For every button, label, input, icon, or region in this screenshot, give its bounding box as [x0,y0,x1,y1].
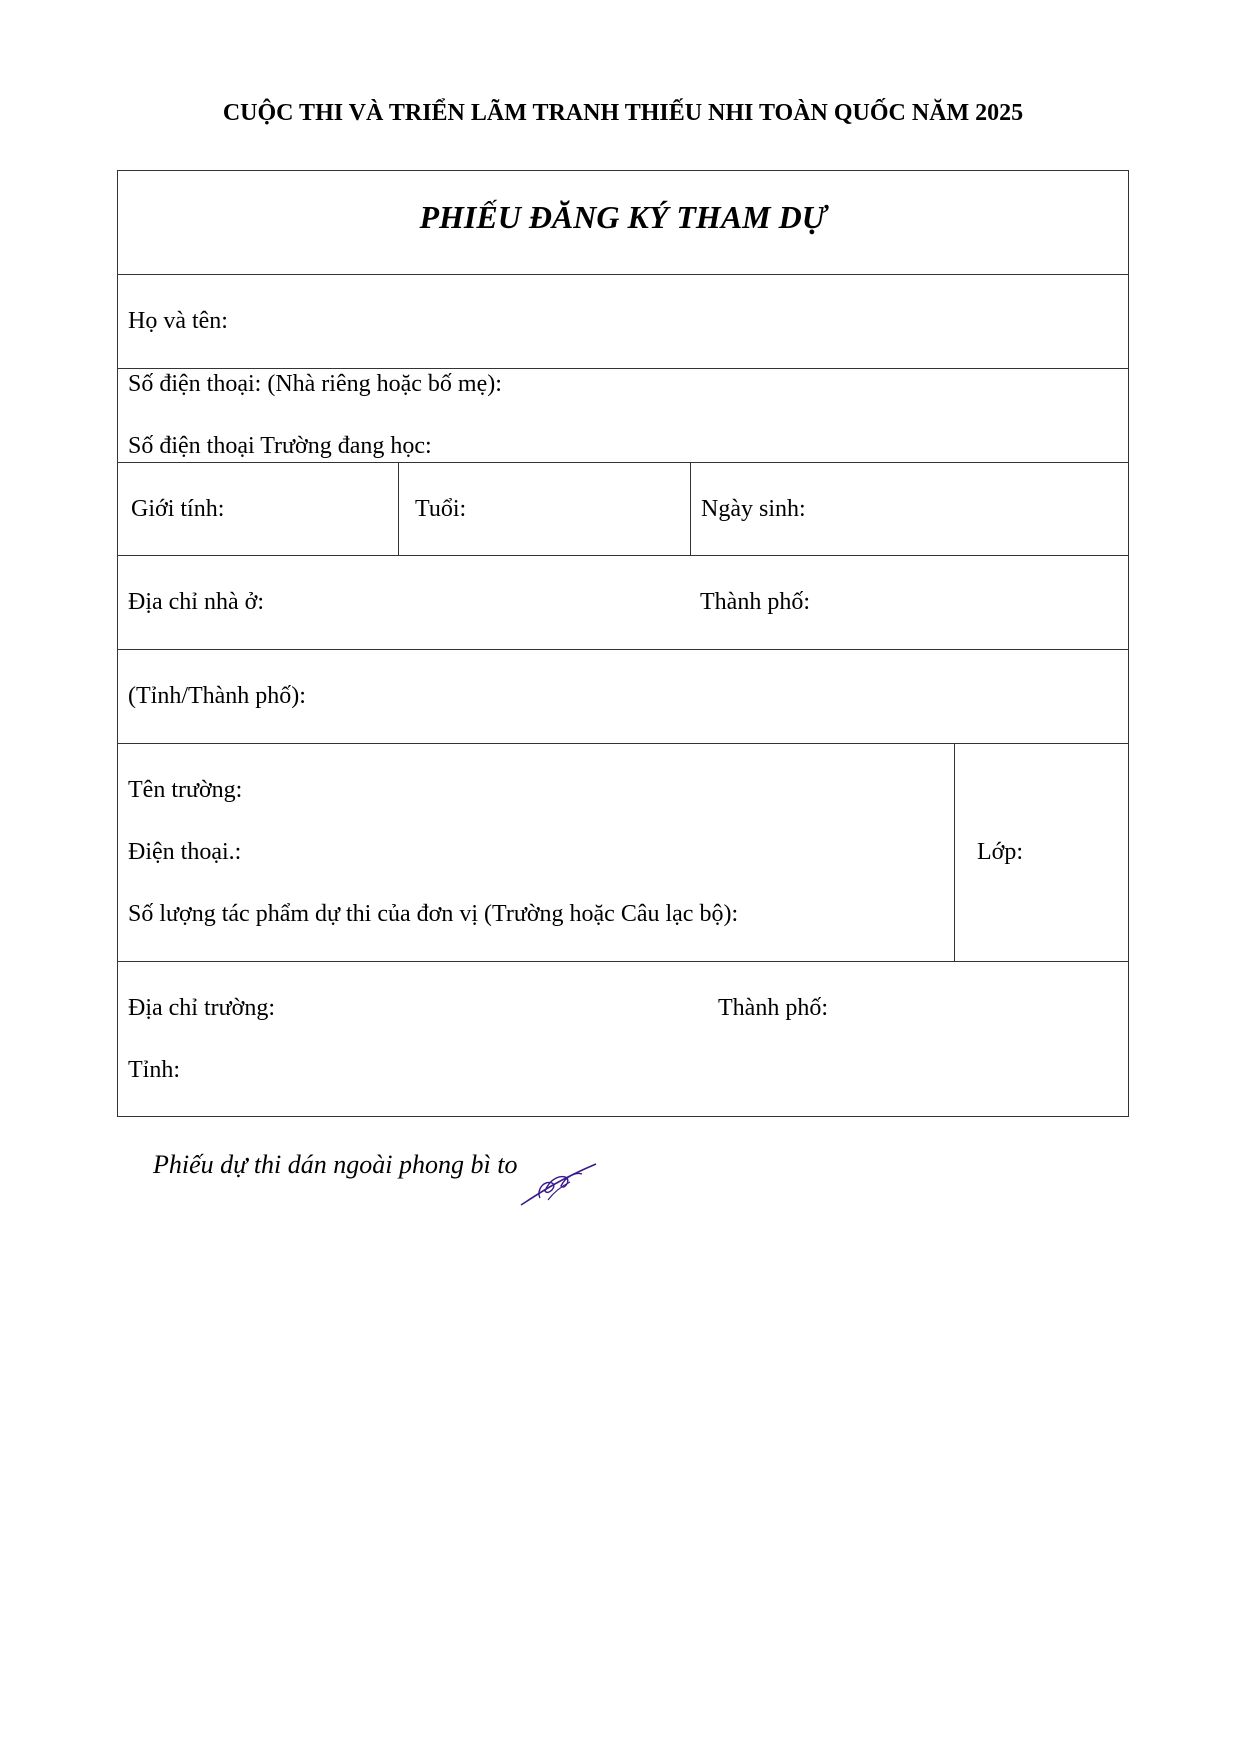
age-field[interactable]: Tuổi: [415,496,467,522]
school-city-field[interactable]: Thành phố: [718,995,828,1021]
column-divider [690,462,691,555]
school-province-field[interactable]: Tỉnh: [128,1057,180,1083]
school-address-field[interactable]: Địa chỉ trường: [128,995,275,1021]
school-name-field[interactable]: Tên trường: [128,777,243,803]
contest-title: CUỘC THI VÀ TRIỂN LÃM TRANH THIẾU NHI TOÀN QUỐC NĂM 2025 [222,100,1024,126]
entries-count-field[interactable]: Số lượng tác phẩm dự thi của đơn vị (Trường hoặc Câu lạc bộ): [128,901,739,927]
column-divider [954,743,955,961]
home-address-field[interactable]: Địa chỉ nhà ở: [128,589,264,615]
class-field[interactable]: Lớp: [977,839,1024,865]
school-phone-field[interactable]: Điện thoại.: [128,839,242,865]
column-divider [398,462,399,555]
province-city-field[interactable]: (Tỉnh/Thành phố): [128,683,306,709]
row-divider [118,462,1128,463]
row-divider [118,743,1128,744]
row-divider [118,961,1128,962]
home-city-field[interactable]: Thành phố: [700,589,810,615]
registration-form [117,170,1129,1117]
school-phone-number-field[interactable]: Số điện thoại Trường đang học: [128,433,432,459]
row-divider [118,368,1128,369]
form-title: PHIẾU ĐĂNG KÝ THAM DỰ [419,199,827,235]
birth-date-field[interactable]: Ngày sinh: [701,496,806,522]
signature-mark [518,1152,598,1208]
full-name-field[interactable]: Họ và tên: [128,308,228,334]
home-phone-field[interactable]: Số điện thoại: (Nhà riêng hoặc bố mẹ): [128,371,502,397]
row-divider [118,649,1128,650]
envelope-note: Phiếu dự thi dán ngoài phong bì to [153,1150,518,1179]
gender-field[interactable]: Giới tính: [131,496,225,522]
row-divider [118,274,1128,275]
row-divider [118,555,1128,556]
